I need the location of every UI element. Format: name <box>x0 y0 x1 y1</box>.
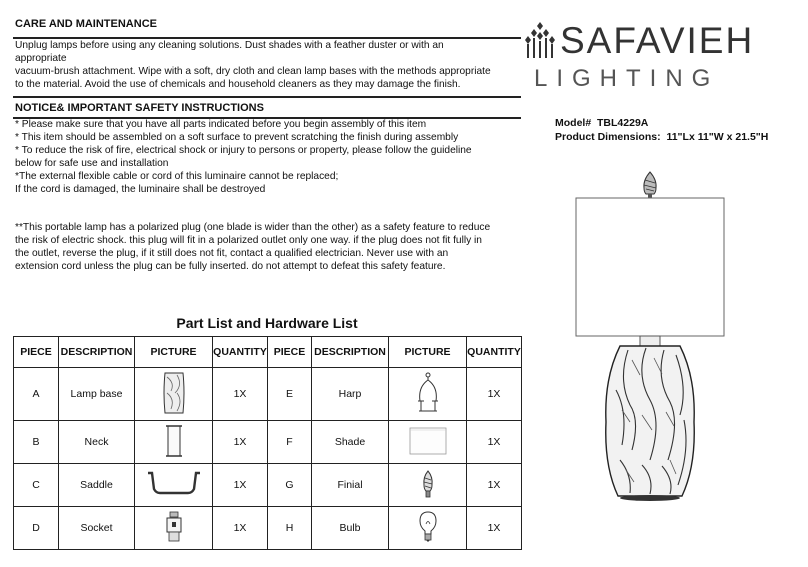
safety-line: If the cord is damaged, the luminaire shall be destroyed <box>15 183 266 195</box>
table-row <box>14 421 522 464</box>
description-cell: Shade <box>312 421 389 464</box>
table-row <box>14 507 522 550</box>
care-line: appropriate <box>15 52 67 64</box>
safety-line: *The external flexible cable or cord of this luminaire cannot be replaced; <box>15 170 339 182</box>
model-number <box>555 117 648 129</box>
piece-cell: E <box>268 368 312 421</box>
header-piece: PIECE <box>268 337 312 368</box>
model-value: TBL4229A <box>597 117 649 129</box>
piece-cell: A <box>14 368 59 421</box>
safety-paragraph <box>15 119 472 196</box>
header-piece: PIECE <box>14 337 59 368</box>
parts-table-title: Part List and Hardware List <box>176 315 358 331</box>
header-quantity: QUANTITY <box>213 337 268 368</box>
polarized-line: extension cord unless the plug can be fully inserted. do not attempt to defeat this safety feature. <box>15 260 446 272</box>
quantity-cell: 1X <box>213 368 268 421</box>
table-row <box>14 368 522 421</box>
picture-cell <box>135 368 213 421</box>
lamp-neck <box>640 336 660 346</box>
lamp-shade <box>576 198 724 336</box>
description-cell: Saddle <box>59 464 135 507</box>
socket-icon <box>164 510 184 544</box>
finial-icon <box>420 469 436 499</box>
lamp-illustration <box>570 160 730 560</box>
parts-table <box>13 336 522 550</box>
header-description: DESCRIPTION <box>59 337 135 368</box>
finial-icon <box>644 172 656 198</box>
care-line: vacuum-brush attachment. Wipe with a soft, dry cloth and clean lamp bases with the methods appropriate <box>15 65 491 77</box>
description-cell: Lamp base <box>59 368 135 421</box>
dimensions-value: 11"Lx 11"W x 21.5"H <box>666 131 769 143</box>
safety-line: below for safe use and installation <box>15 157 169 169</box>
shade-icon <box>408 424 448 458</box>
care-line: Unplug lamps before using any cleaning solutions. Dust shades with a feather duster or with an <box>15 40 444 51</box>
bulb-icon <box>418 510 438 544</box>
header-picture: PICTURE <box>389 337 467 368</box>
piece-cell: G <box>268 464 312 507</box>
brand-logo-icon <box>524 22 556 60</box>
description-cell: Bulb <box>312 507 389 550</box>
care-paragraph <box>15 40 491 92</box>
description-cell: Socket <box>59 507 135 550</box>
description-cell: Neck <box>59 421 135 464</box>
care-heading: CARE AND MAINTENANCE <box>15 18 157 30</box>
brand-name: SAFAVIEH <box>560 20 755 61</box>
saddle-icon <box>144 469 204 499</box>
neck-icon <box>164 423 184 459</box>
polarized-paragraph <box>15 222 490 274</box>
piece-cell: H <box>268 507 312 550</box>
table-row <box>14 464 522 507</box>
care-divider <box>13 37 521 39</box>
picture-cell <box>135 507 213 550</box>
quantity-cell: 1X <box>467 464 522 507</box>
header-picture: PICTURE <box>135 337 213 368</box>
description-cell: Finial <box>312 464 389 507</box>
picture-cell <box>389 507 467 550</box>
piece-cell: B <box>14 421 59 464</box>
picture-cell <box>135 421 213 464</box>
harp-icon <box>415 371 441 415</box>
table-header-row <box>14 337 522 368</box>
quantity-cell: 1X <box>467 368 522 421</box>
header-quantity: QUANTITY <box>467 337 522 368</box>
brand-subtitle: LIGHTING <box>534 65 720 92</box>
polarized-line: **This portable lamp has a polarized plug (one blade is wider than the other) as a safety feature to reduce <box>15 222 491 233</box>
lamp-base-icon <box>606 346 695 501</box>
product-dimensions <box>555 131 768 143</box>
model-label: Model# <box>555 117 592 129</box>
quantity-cell: 1X <box>213 464 268 507</box>
description-cell: Harp <box>312 368 389 421</box>
safety-top-divider <box>13 96 521 98</box>
quantity-cell: 1X <box>213 421 268 464</box>
polarized-line: the risk of electric shock. this plug will fit in a polarized outlet only one way. if the plug does not fit fully in <box>15 234 482 246</box>
quantity-cell: 1X <box>467 421 522 464</box>
picture-cell <box>135 464 213 507</box>
safety-line: * This item should be assembled on a soft surface to prevent scratching the finish during assembly <box>15 131 459 143</box>
safety-line: * Please make sure that you have all parts indicated before you begin assembly of this item <box>15 119 427 130</box>
care-line: to the material. Avoid the use of chemicals and household cleaners as they may damage the finish. <box>15 78 461 90</box>
quantity-cell: 1X <box>467 507 522 550</box>
header-description: DESCRIPTION <box>312 337 389 368</box>
picture-cell <box>389 421 467 464</box>
piece-cell: C <box>14 464 59 507</box>
piece-cell: D <box>14 507 59 550</box>
polarized-line: the outlet, reverse the plug, if it still does not fit, contact a qualified electrician. Never use with an <box>15 247 449 259</box>
dimensions-label: Product Dimensions: <box>555 131 661 143</box>
safety-heading: NOTICE& IMPORTANT SAFETY INSTRUCTIONS <box>15 102 264 114</box>
quantity-cell: 1X <box>213 507 268 550</box>
picture-cell <box>389 464 467 507</box>
lamp-base-icon <box>161 371 187 415</box>
picture-cell <box>389 368 467 421</box>
safety-line: * To reduce the risk of fire, electrical shock or injury to persons or property, please follow the guideline <box>15 144 472 156</box>
piece-cell: F <box>268 421 312 464</box>
